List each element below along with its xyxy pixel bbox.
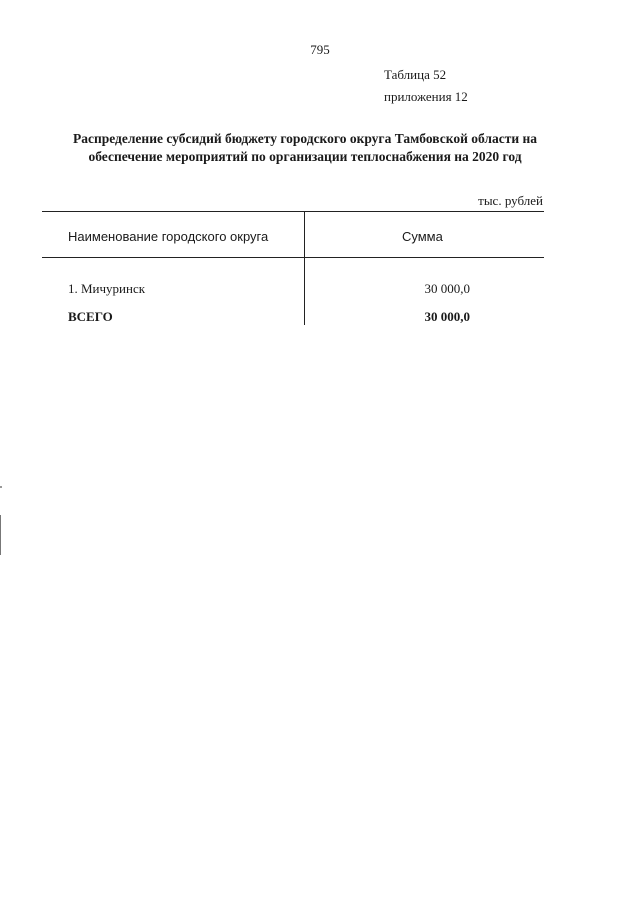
row-amount: 30 000,0 bbox=[424, 281, 470, 296]
table-column-divider bbox=[304, 211, 305, 325]
total-amount: 30 000,0 bbox=[424, 309, 470, 324]
column-header-name: Наименование городского округа bbox=[68, 229, 269, 244]
page-number: 795 bbox=[310, 42, 330, 57]
title-line-1: Распределение субсидий бюджету городского округа Тамбовской области на bbox=[72, 131, 538, 146]
row-name: 1. Мичуринск bbox=[68, 281, 146, 296]
table-label: Таблица 52 bbox=[384, 67, 447, 82]
table-top-rule bbox=[42, 211, 544, 212]
total-label: ВСЕГО bbox=[68, 309, 113, 324]
document-title bbox=[40, 130, 570, 166]
table-header-rule bbox=[42, 257, 544, 258]
column-header-amount: Сумма bbox=[402, 229, 443, 244]
subsidy-table bbox=[42, 211, 544, 327]
scan-margin-dot bbox=[0, 486, 2, 488]
title-line-2: обеспечение мероприятий по организации теплоснабжения на 2020 год bbox=[88, 149, 522, 164]
scan-margin-mark bbox=[0, 515, 1, 555]
units-label: тыс. рублей bbox=[478, 193, 543, 208]
table-reference bbox=[384, 64, 468, 108]
appendix-label: приложения 12 bbox=[384, 89, 468, 104]
